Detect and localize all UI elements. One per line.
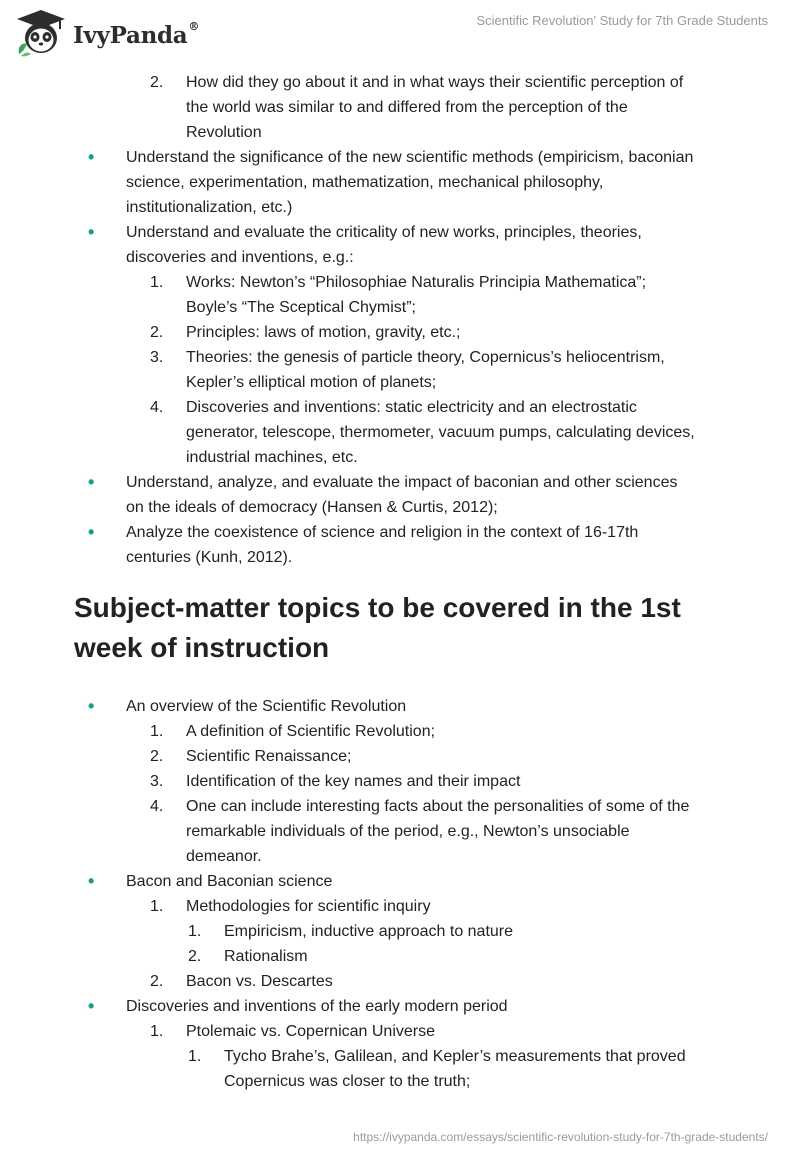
list-line	[0, 944, 800, 969]
registered-mark: ®	[188, 19, 200, 33]
list-line	[0, 769, 800, 794]
number-marker: 3.	[150, 773, 164, 790]
number-marker: 3.	[150, 349, 164, 366]
number-marker: 4.	[150, 399, 164, 416]
list-item-text: Bacon and Baconian science	[126, 873, 333, 890]
list-line	[0, 295, 800, 320]
list-item-text: Understand, analyze, and evaluate the impact of baconian and other sciences	[126, 474, 678, 491]
list-item-text: Tycho Brahe’s, Galilean, and Kepler’s measurements that proved	[224, 1048, 686, 1065]
list-line	[0, 120, 800, 145]
list-item-text: Methodologies for scientific inquiry	[186, 898, 431, 915]
list-item-text: Theories: the genesis of particle theory, Copernicus’s heliocentrism,	[186, 349, 665, 366]
list-line	[0, 395, 800, 420]
number-marker: 2.	[188, 948, 202, 965]
list-line	[0, 470, 800, 495]
list-item-text: Boyle’s “The Sceptical Chymist”;	[186, 299, 416, 316]
panda-graduate-icon	[15, 8, 67, 58]
list-line	[0, 345, 800, 370]
list-line	[0, 869, 800, 894]
number-marker: 2.	[150, 74, 164, 91]
list-item-text: Ptolemaic vs. Copernican Universe	[186, 1023, 435, 1040]
list-item-text: industrial machines, etc.	[186, 449, 358, 466]
list-line	[0, 270, 800, 295]
list-item-text: One can include interesting facts about the personalities of some of the	[186, 798, 690, 815]
list-item-text: Discoveries and inventions of the early modern period	[126, 998, 508, 1015]
list-item-text: Discoveries and inventions: static electricity and an electrostatic	[186, 399, 637, 416]
list-line	[0, 694, 800, 719]
document-body	[0, 70, 800, 1094]
list-line	[0, 520, 800, 545]
list-item-text: Principles: laws of motion, gravity, etc.;	[186, 324, 461, 341]
source-url[interactable]: https://ivypanda.com/essays/scientific-revolution-study-for-7th-grade-students/	[353, 1130, 768, 1144]
bullet-marker: •	[88, 147, 95, 167]
list-item-text: An overview of the Scientific Revolution	[126, 698, 407, 715]
section-heading: Subject-matter topics to be covered in the 1st week of instruction	[74, 592, 681, 663]
list-line	[0, 370, 800, 395]
list-item-text: institutionalization, etc.)	[126, 199, 293, 216]
number-marker: 2.	[150, 973, 164, 990]
list-item-text: Analyze the coexistence of science and religion in the context of 16-17th	[126, 524, 639, 541]
list-line	[0, 170, 800, 195]
list-line	[0, 744, 800, 769]
list-line	[0, 1044, 800, 1069]
list-item-text: Works: Newton’s “Philosophiae Naturalis Principia Mathematica”;	[186, 274, 647, 291]
list-line	[0, 994, 800, 1019]
list-item-text: remarkable individuals of the period, e.g., Newton’s unsociable	[186, 823, 630, 840]
list-item-text: Rationalism	[224, 948, 308, 965]
number-marker: 1.	[150, 723, 164, 740]
list-item-text: discoveries and inventions, e.g.:	[126, 249, 354, 266]
bullet-marker: •	[88, 871, 95, 891]
list-line	[0, 420, 800, 445]
list-item-text: centuries (Kunh, 2012).	[126, 549, 293, 566]
list-item-text: Understand the significance of the new scientific methods (empiricism, baconian	[126, 149, 694, 166]
number-marker: 1.	[188, 923, 202, 940]
bullet-marker: •	[88, 696, 95, 716]
bullet-marker: •	[88, 522, 95, 542]
list-item-text: demeanor.	[186, 848, 262, 865]
list-line	[0, 1019, 800, 1044]
list-item-text: Copernicus was closer to the truth;	[224, 1073, 471, 1090]
list-line	[0, 844, 800, 869]
list-line	[0, 445, 800, 470]
bullet-marker: •	[88, 996, 95, 1016]
list-item-text: Scientific Renaissance;	[186, 748, 352, 765]
document-title: Scientific Revolution' Study for 7th Grade Students	[476, 13, 768, 28]
list-line	[0, 794, 800, 819]
list-item-text: science, experimentation, mathematization, mechanical philosophy,	[126, 174, 604, 191]
list-line	[0, 495, 800, 520]
list-line	[0, 1069, 800, 1094]
bullet-marker: •	[88, 472, 95, 492]
ivypanda-logo[interactable]	[15, 8, 199, 58]
list-item-text: the world was similar to and differed from the perception of the	[186, 99, 628, 116]
number-marker: 1.	[150, 1023, 164, 1040]
list-line	[0, 320, 800, 345]
list-line	[0, 95, 800, 120]
list-line	[0, 819, 800, 844]
list-line	[0, 919, 800, 944]
list-item-text: Bacon vs. Descartes	[186, 973, 333, 990]
number-marker: 4.	[150, 798, 164, 815]
list-line	[0, 894, 800, 919]
list-line	[0, 969, 800, 994]
list-item-text: Identification of the key names and their impact	[186, 773, 521, 790]
number-marker: 1.	[150, 274, 164, 291]
list-item-text: Revolution	[186, 124, 262, 141]
list-item-text: on the ideals of democracy (Hansen & Curtis, 2012);	[126, 499, 498, 516]
list-line	[0, 719, 800, 744]
number-marker: 1.	[188, 1048, 202, 1065]
number-marker: 2.	[150, 324, 164, 341]
list-item-text: Empiricism, inductive approach to nature	[224, 923, 514, 940]
page-header	[0, 0, 800, 60]
list-item-text: generator, telescope, thermometer, vacuum pumps, calculating devices,	[186, 424, 695, 441]
list-item-text: Kepler’s elliptical motion of planets;	[186, 374, 437, 391]
list-line	[0, 245, 800, 270]
number-marker: 2.	[150, 748, 164, 765]
topics-list	[0, 694, 800, 1094]
bullet-marker: •	[88, 222, 95, 242]
number-marker: 1.	[150, 898, 164, 915]
list-line	[0, 145, 800, 170]
list-line	[0, 220, 800, 245]
list-item-text: How did they go about it and in what ways their scientific perception of	[186, 74, 684, 91]
list-item-text: A definition of Scientific Revolution;	[186, 723, 436, 740]
objectives-list	[0, 70, 800, 570]
logo-text: IvyPanda®	[73, 19, 200, 49]
list-line	[0, 70, 800, 95]
list-line	[0, 545, 800, 570]
list-item-text: Understand and evaluate the criticality of new works, principles, theories,	[126, 224, 642, 241]
list-line	[0, 195, 800, 220]
